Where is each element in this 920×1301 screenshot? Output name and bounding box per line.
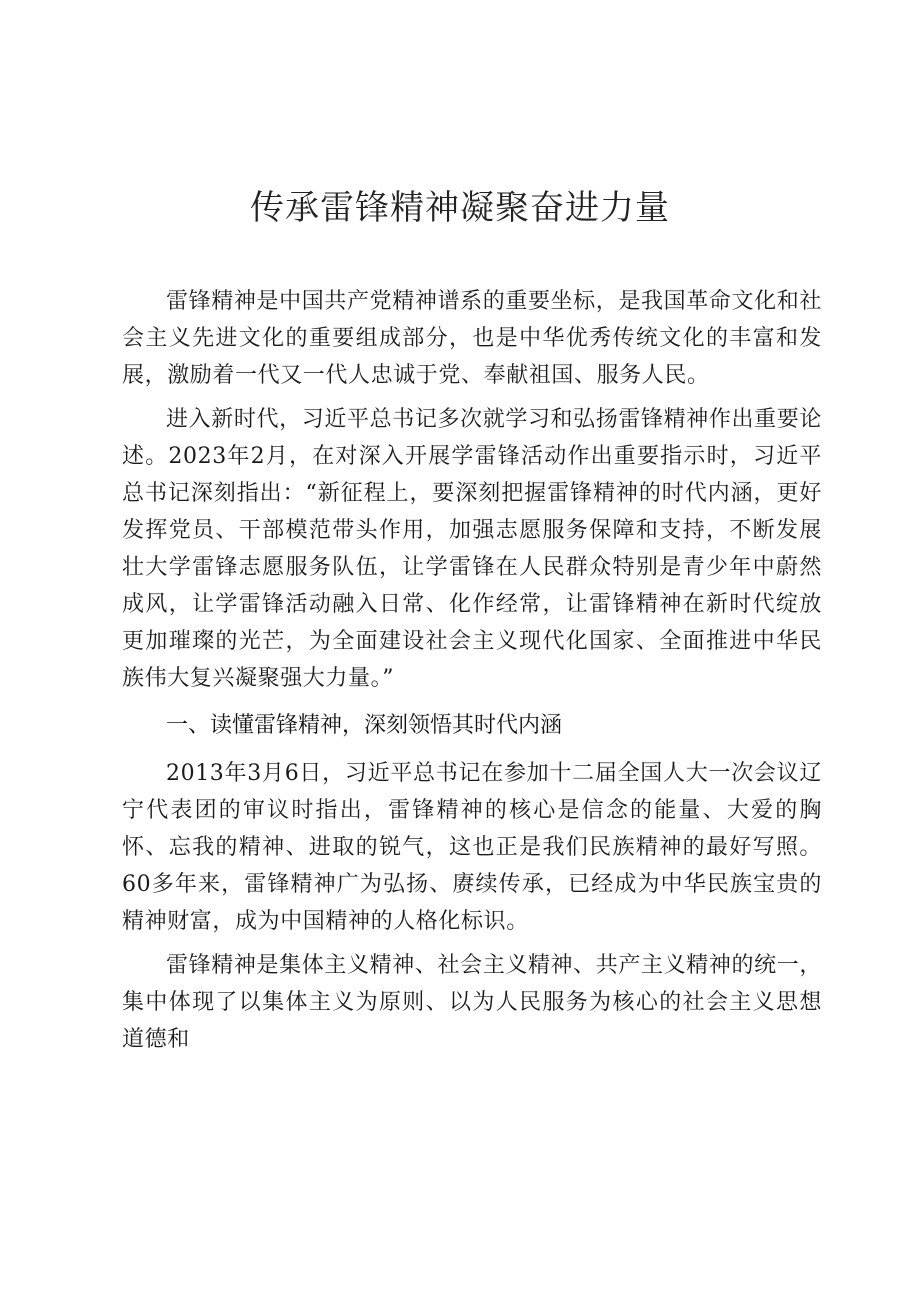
document-body (122, 283, 822, 1058)
document-title: 传承雷锋精神凝聚奋进力量 (250, 188, 670, 228)
paragraph-collectivism: 雷锋精神是集体主义精神、社会主义精神、共产主义精神的统一，集中体现了以集体主义为原则、以为人民服务为核心的社会主义思想道德和 (122, 953, 822, 1052)
paragraph-core-meaning: 2013年3月6日，习近平总书记在参加十二届全国人大一次会议辽宁代表团的审议时指出，雷锋精神的核心是信念的能量、大爱的胸怀、忘我的精神、进取的锐气，这也正是我们民族精神的最好写照。60多年来，雷锋精神广为弘扬、赓续传承，已经成为中华民族宝贵的精神财富，成为中国精神的人格化标识。 (122, 761, 822, 934)
paragraph-new-era: 进入新时代，习近平总书记多次就学习和弘扬雷锋精神作出重要论述。2023年2月，在对深入开展学雷锋活动作出重要指示时，习近平总书记深刻指出：“新征程上，要深刻把握雷锋精神的时代内涵，更好发挥党员、干部模范带头作用，加强志愿服务保障和支持，不断发展壮大学雷锋志愿服务队伍，让学雷锋在人民群众特别是青少年中蔚然成风，让学雷锋活动融入日常、化作经常，让雷锋精神在新时代绽放更加璀璨的光芒，为全面建设社会主义现代化国家、全面推进中华民族伟大复兴凝聚强大力量。” (122, 407, 822, 691)
section-heading-1: 一、读懂雷锋精神，深刻领悟其时代内涵 (166, 713, 563, 738)
paragraph-intro: 雷锋精神是中国共产党精神谱系的重要坐标，是我国革命文化和社会主义先进文化的重要组成部分，也是中华优秀传统文化的丰富和发展，激励着一代又一代人忠诚于党、奉献祖国、服务人民。 (122, 289, 822, 388)
